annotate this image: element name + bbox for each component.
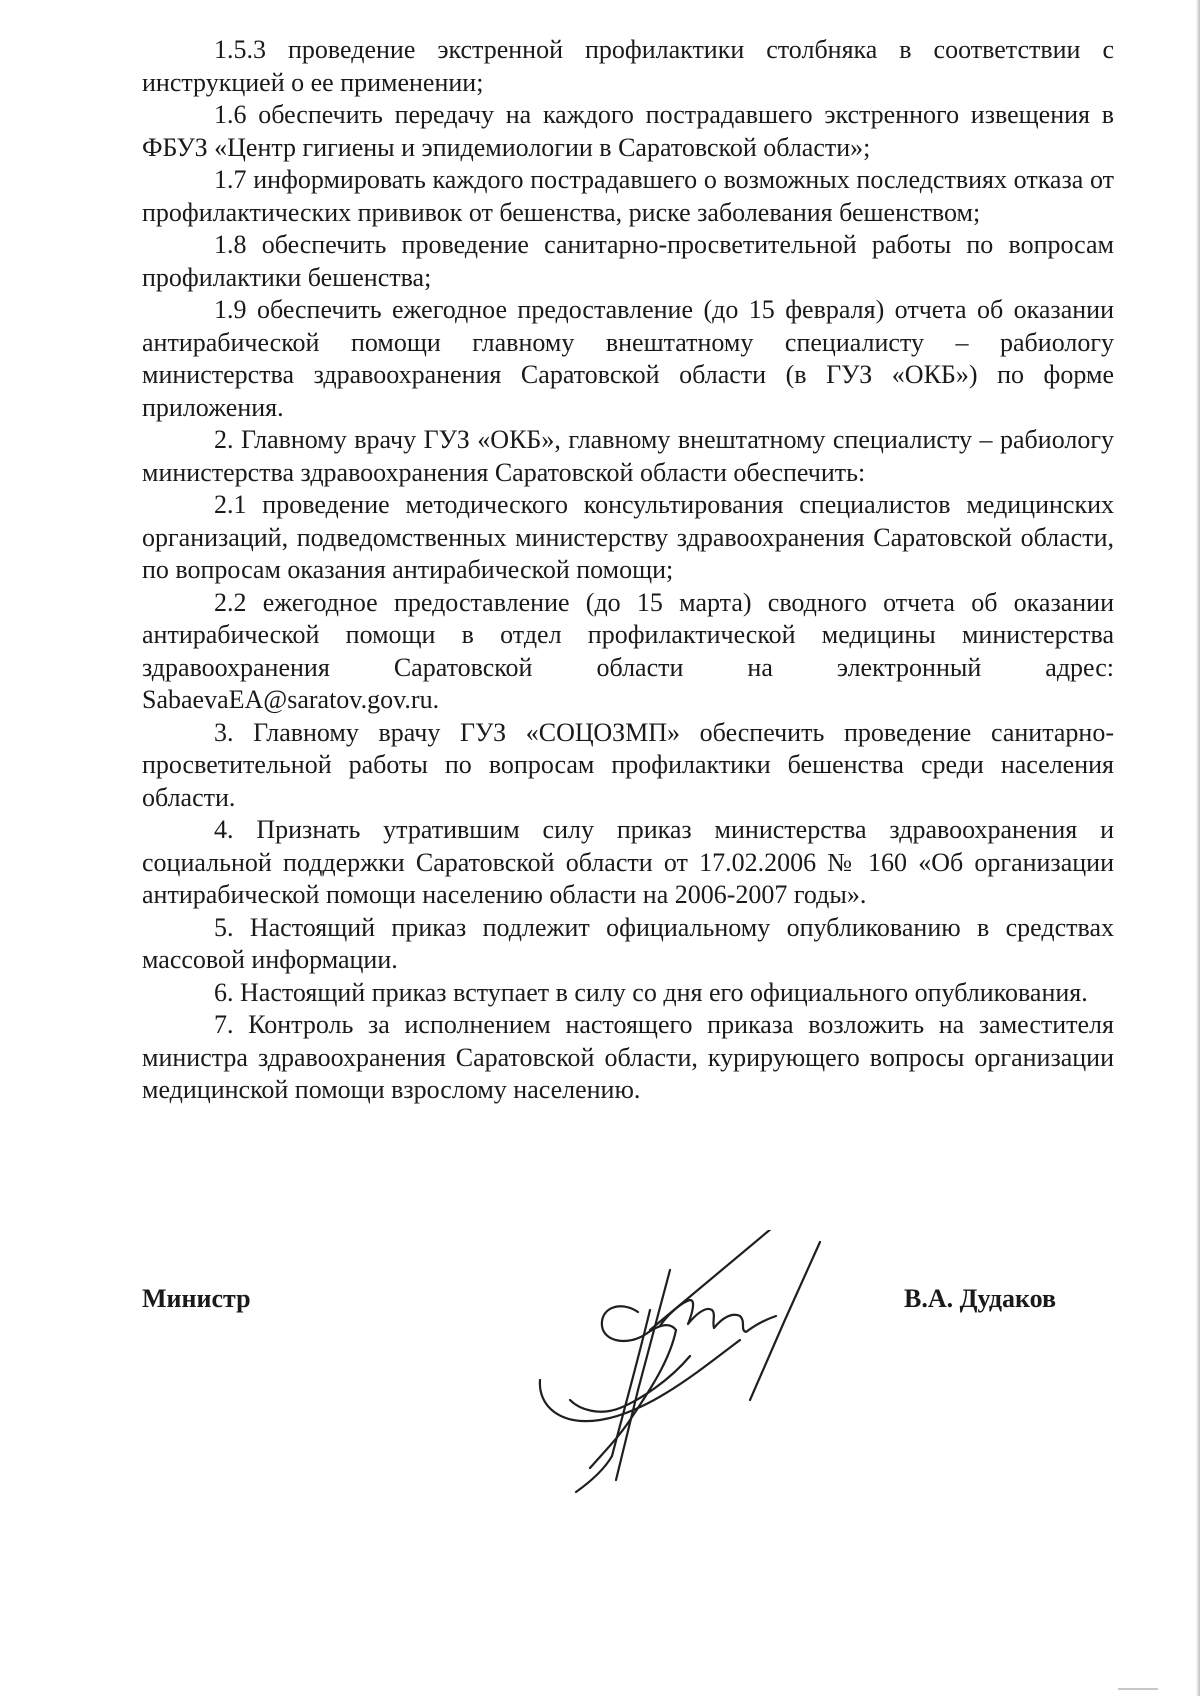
paragraph-2-2 [142,587,1114,717]
paragraph-3: 3. Главному врачу ГУЗ «СОЦОЗМП» обеспечить проведение санитарно-просветительной работы по вопросам профилактики бешенства среди населения области. [142,717,1114,812]
paragraph-1-8: 1.8 обеспечить проведение санитарно-просветительной работы по вопросам профилактики бешенства; [142,230,1114,292]
paragraph-6: 6. Настоящий приказ вступает в силу со дня его официального опубликования. [214,977,1088,1007]
paragraph-5: 5. Настоящий приказ подлежит официальному опубликованию в средствах массовой информации. [142,912,1114,974]
paragraph-4: 4. Признать утратившим силу приказ министерства здравоохранения и социальной поддержки Саратовской области от 17.02.2006 № 160 «Об организации антирабической помощи населению области на 2006-2007 годы». [142,815,1114,909]
paragraph-1-7: 1.7 информировать каждого пострадавшего о возможных последствиях отказа от профилактических прививок от бешенства, риске заболевания бешенством; [142,165,1114,227]
signatory-name: В.А. Дудаков [904,1284,1057,1313]
paragraph-2-1: 2.1 проведение методического консультирования специалистов медицинских организаций, подведомственных министерству здравоохранения Саратовской области, по вопросам оказания антирабической помощи; [142,490,1114,584]
paragraph-2: 2. Главному врачу ГУЗ «ОКБ», главному внештатному специалисту – рабиологу министерства здравоохранения Саратовской области обеспечить: [142,425,1114,487]
page-edge [1196,0,1200,1696]
email-address: SabaevaEA@saratov.gov.ru. [142,685,440,714]
paragraph-7: 7. Контроль за исполнением настоящего приказа возложить на заместителя министра здравоохранения Саратовской области, курирующего вопросы организации медицинской помощи взрослому населению. [142,1010,1114,1104]
paragraph-1-6: 1.6 обеспечить передачу на каждого пострадавшего экстренного извещения в ФБУЗ «Центр гигиены и эпидемиологии в Саратовской области»; [142,100,1114,162]
paragraph-2-2-text: 2.2 ежегодное предоставление (до 15 марта) сводного отчета об оказании антирабической помощи в отдел профилактической медицины министерства здравоохранения Саратовской области на электронный адрес: [142,587,1114,682]
handwritten-signature [520,1230,920,1510]
footer-mark [1118,1688,1158,1690]
paragraph-1-9: 1.9 обеспечить ежегодное предоставление (до 15 февраля) отчета об оказании антирабической помощи главному внештатному специалисту – рабиологу министерства здравоохранения Саратовской области (в ГУЗ «ОКБ») по форме приложения. [142,295,1114,422]
document-body [142,34,1114,1107]
position-label: Министр [142,1284,251,1313]
paragraph-1-5-3: 1.5.3 проведение экстренной профилактики столбняка в соответствии с инструкцией о ее применении; [142,35,1114,97]
